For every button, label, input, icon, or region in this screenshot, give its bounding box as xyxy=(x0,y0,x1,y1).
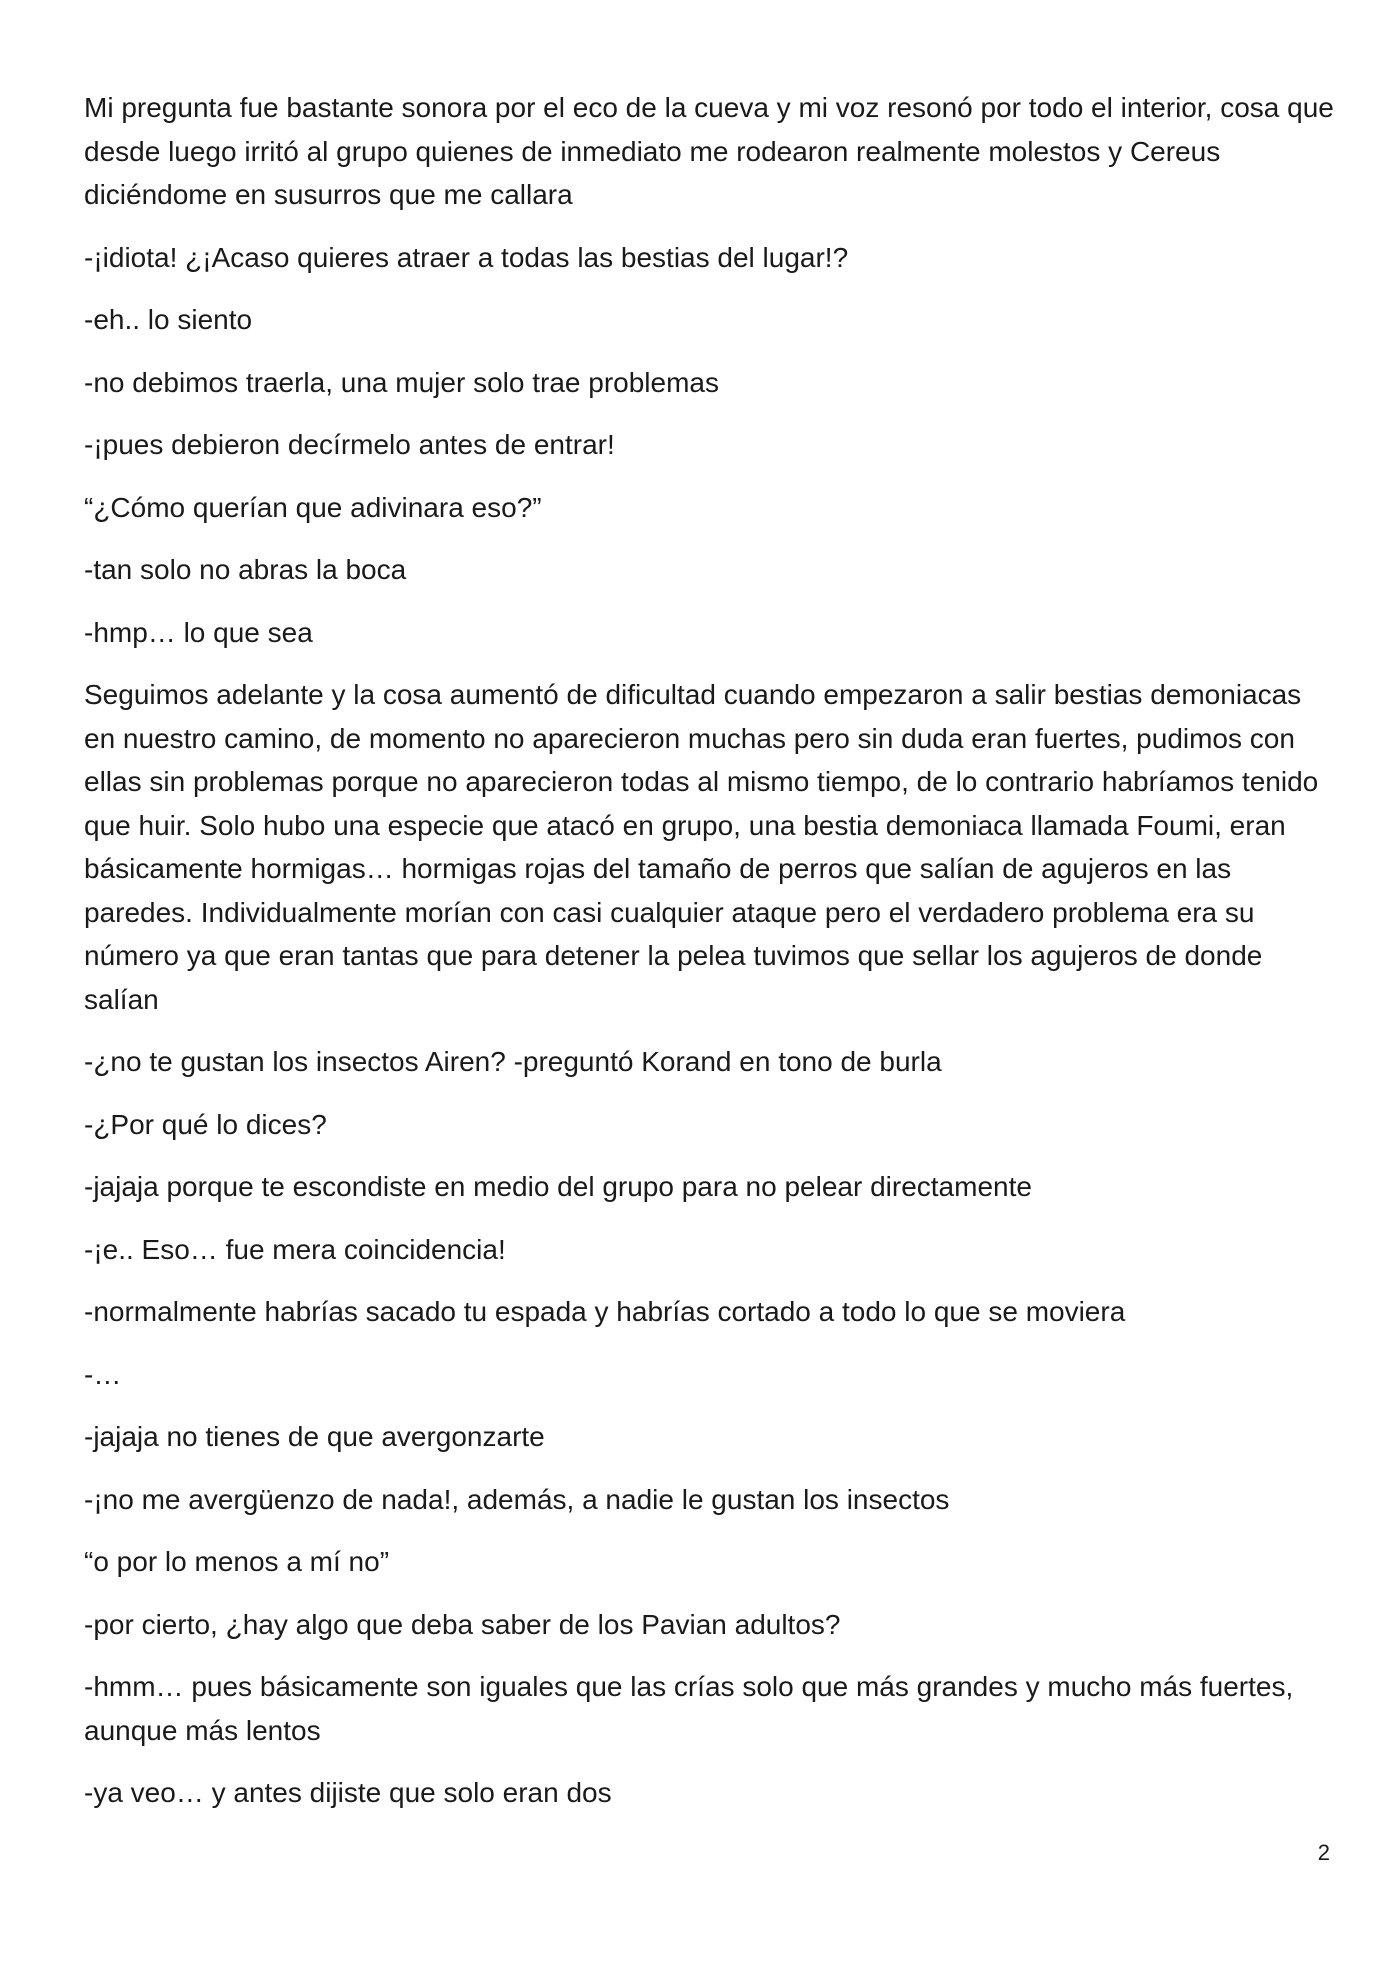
body-text xyxy=(84,86,1334,1834)
paragraph-1: Mi pregunta fue bastante sonora por el eco de la cueva y mi voz resonó por todo el interior, cosa que desde luego irritó al grupo quienes de inmediato me rodearon realmente molestos y Cereus diciéndome en susurros que me callara xyxy=(84,92,1334,210)
paragraph-13: -¡e.. Eso… fue mera coincidencia! xyxy=(84,1233,506,1265)
paragraph-7: -tan solo no abras la boca xyxy=(84,554,407,585)
paragraph-15: -… xyxy=(84,1358,122,1390)
paragraph-12: -jajaja porque te escondiste en medio del grupo para no pelear directamente xyxy=(84,1171,1032,1202)
paragraph-17: -¡no me avergüenzo de nada!, además, a nadie le gustan los insectos xyxy=(84,1483,950,1515)
paragraph-2: -¡idiota! ¿¡Acaso quieres atraer a todas las bestias del lugar!? xyxy=(84,241,849,273)
paragraph-14: -normalmente habrías sacado tu espada y habrías cortado a todo lo que se moviera xyxy=(84,1296,1126,1327)
paragraph-5: -¡pues debieron decírmelo antes de entrar! xyxy=(84,429,615,460)
paragraph-9: Seguimos adelante y la cosa aumentó de dificultad cuando empezaron a salir bestias demoniacas en nuestro camino, de momento no aparecieron muchas pero sin duda eran fuertes, pudimos con ellas sin problemas porque no aparecieron todas al mismo tiempo, de lo contrario habríamos tenido que huir. Solo hubo una especie que atacó en grupo, una bestia demoniaca llamada Foumi, eran básicamente hormigas… hormigas rojas del tamaño de perros que salían de agujeros en las paredes. Individualmente morían con casi cualquier ataque pero el verdadero problema era su número ya que eran tantas que para detener la pelea tuvimos que sellar los agujeros de donde salían xyxy=(84,679,1319,1015)
paragraph-11: -¿Por qué lo dices? xyxy=(84,1108,327,1140)
paragraph-16: -jajaja no tienes de que avergonzarte xyxy=(84,1421,545,1452)
paragraph-19: -por cierto, ¿hay algo que deba saber de los Pavian adultos? xyxy=(84,1608,841,1640)
page-number: 2 xyxy=(1317,1840,1330,1865)
paragraph-21: -ya veo… y antes dijiste que solo eran dos xyxy=(84,1777,612,1808)
paragraph-6: “¿Cómo querían que adivinara eso?” xyxy=(84,491,542,523)
paragraph-8: -hmp… lo que sea xyxy=(84,616,313,648)
paragraph-10: -¿no te gustan los insectos Airen? -preguntó Korand en tono de burla xyxy=(84,1046,942,1077)
paragraph-18: “o por lo menos a mí no” xyxy=(84,1546,390,1577)
paragraph-4: -no debimos traerla, una mujer solo trae problemas xyxy=(84,366,719,398)
paragraph-20: -hmm… pues básicamente son iguales que las crías solo que más grandes y mucho más fuertes, aunque más lentos xyxy=(84,1671,1294,1746)
paragraph-3: -eh.. lo siento xyxy=(84,304,253,335)
